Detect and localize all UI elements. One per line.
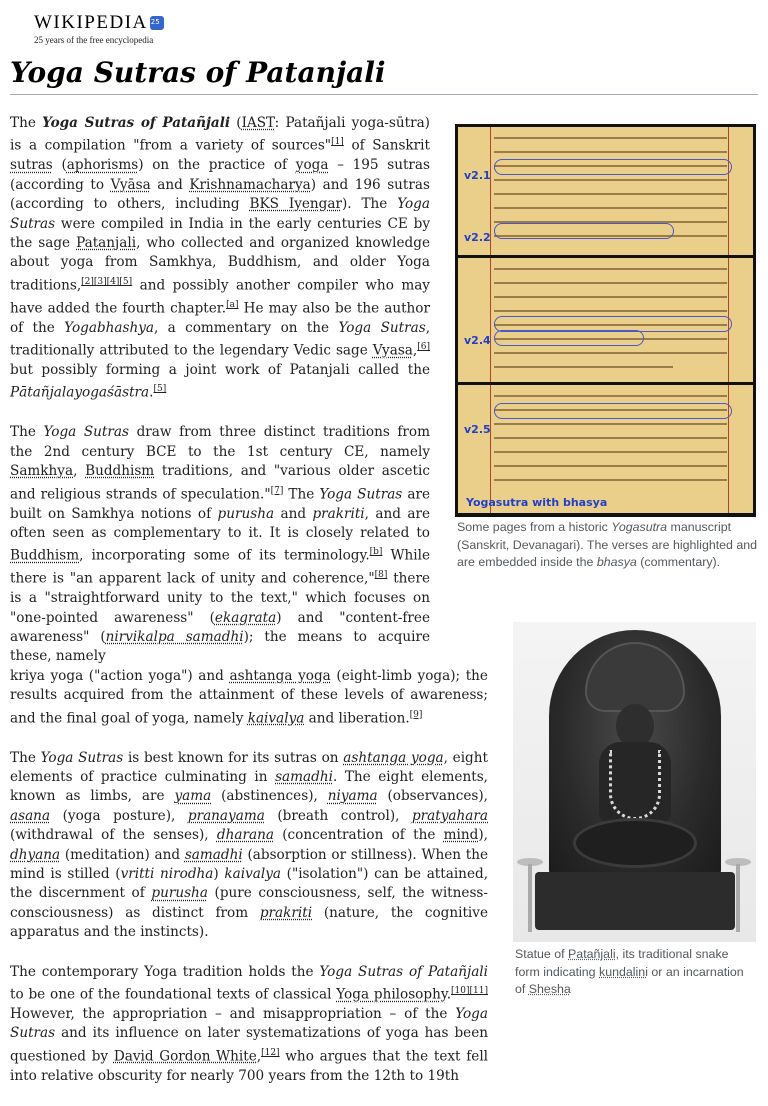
wordmark-text: WIKIPEDIA bbox=[34, 12, 148, 33]
link-ashtanga-yoga[interactable]: ashtanga yoga bbox=[229, 667, 331, 684]
paragraph-4: The contemporary Yoga tradition holds the Yoga Sutras of Patañjali to be one of the foundational texts of classical Yoga philosophy.[10][11] However, the appropriation – and misappropriation – of the Yoga Sutras and its influence on later systematizations of yoga has been questioned by David Gordon White,[12] who argues that the text fell into relative obscurity for nearly 700 years from the 12th to 19th bbox=[10, 963, 489, 1084]
manuscript-page-1 bbox=[458, 127, 753, 255]
link-patanjali[interactable]: Patanjali bbox=[76, 234, 137, 251]
puzzle-globe-icon bbox=[150, 16, 164, 30]
link-bks-iyengar[interactable]: BKS Iyengar bbox=[249, 196, 342, 213]
link-purusha[interactable]: purusha bbox=[151, 885, 208, 902]
link-buddhism-2[interactable]: Buddhism bbox=[10, 547, 80, 564]
citation-12[interactable]: [12] bbox=[261, 1047, 280, 1058]
statue-image[interactable] bbox=[513, 622, 756, 942]
link-vyasa[interactable]: Vyāsa bbox=[110, 176, 151, 193]
link-kundalini[interactable]: kundalini bbox=[599, 964, 648, 979]
article-body bbox=[10, 114, 488, 1106]
link-krishnamacharya[interactable]: Krishnamacharya bbox=[189, 176, 311, 193]
link-nirvikalpa-samadhi[interactable]: nirvikalpa samadhi bbox=[105, 629, 244, 645]
link-shesha[interactable]: Shesha bbox=[528, 982, 571, 996]
paragraph-2-cont: kriya yoga ("action yoga") and ashtanga yoga (eight-limb yoga); the results acquired from the attainment of these levels of awareness; and the final goal of yoga, namely kaivalya and liberation.[9] bbox=[10, 667, 488, 727]
citation-5[interactable]: [5] bbox=[153, 384, 167, 395]
manuscript-page-2 bbox=[458, 258, 753, 382]
paragraph-3: The Yoga Sutras is best known for its sutras on ashtanga yoga, eight elements of practice culminating in samadhi. The eight elements, known as limbs, are yama (abstinences), niyama (observances), asana (yoga posture), pranayama (breath control), pratyahara (withdrawal of the senses), dharana (concentration of the mind), dhyana (meditation) and samadhi (absorption or stillness). When the mind is stilled (vritti nirodha) kaivalya ("isolation") can be attained, the discernment of purusha (pure consciousness, self, the witness-consciousness) as distinct from prakriti (nature, the cognitive apparatus and the instincts). bbox=[10, 749, 489, 941]
page-title: Yoga Sutras of Patanjali bbox=[10, 56, 386, 89]
caption-text: , its traditional snake form indicating bbox=[515, 947, 729, 979]
title-divider bbox=[10, 94, 758, 95]
caption-text: Some pages from a historic bbox=[457, 520, 612, 534]
manuscript-image[interactable] bbox=[455, 124, 756, 517]
link-david-gordon-white[interactable]: David Gordon White bbox=[113, 1048, 257, 1065]
caption-text: manuscript (Sanskrit, Devanagari). The verses are highlighted and are embedded inside the bbox=[457, 520, 758, 569]
wikipedia-logo[interactable] bbox=[34, 12, 164, 34]
link-mind[interactable]: mind bbox=[443, 827, 479, 844]
note-a[interactable]: [a] bbox=[226, 299, 239, 310]
caption-em-yogasutra: Yogasutra bbox=[611, 520, 668, 534]
link-yoga[interactable]: yoga bbox=[295, 157, 329, 174]
note-b[interactable]: [b] bbox=[369, 547, 383, 558]
site-header bbox=[34, 12, 164, 45]
verse-label-v2-1: v2.1 bbox=[464, 169, 491, 182]
link-patanjali-caption[interactable]: Patañjali bbox=[568, 947, 616, 961]
citation-10-11[interactable]: [10][11] bbox=[451, 986, 488, 997]
link-dhyana[interactable]: dhyana bbox=[10, 846, 61, 863]
link-sutras[interactable]: sutras bbox=[10, 157, 53, 174]
verse-label-v2-2: v2.2 bbox=[464, 231, 491, 244]
link-dharana[interactable]: dharana bbox=[216, 827, 274, 844]
link-yama[interactable]: yama bbox=[174, 788, 212, 805]
citation-2-5[interactable]: [2][3][4][5] bbox=[81, 276, 133, 287]
link-kaivalya[interactable]: kaivalya bbox=[247, 710, 305, 727]
paragraph-2: The Yoga Sutras draw from three distinct traditions from the 2nd century BCE to the 1st century CE, namely Samkhya, Buddhism traditions, and "various older ascetic and religious strands of speculation."[7] The Yoga Sutras are built on Samkhya notions of purusha and prakriti, and are often seen as complementary to it. It is closely related to Buddhism, incorporating some of its terminology.[b] While there is "an apparent lack of unity and coherence,"[8] there is a "straightforward unity to the text," which focuses on "one-pointed awareness" (ekagrata) and "content-free awareness" (nirvikalpa samadhi); the means to acquire these, namely bbox=[10, 424, 431, 665]
citation-6[interactable]: [6] bbox=[417, 342, 430, 353]
manuscript-footer-label: Yogasutra with bhasya bbox=[466, 496, 608, 509]
link-buddhism[interactable]: Buddhism bbox=[85, 463, 155, 480]
link-iast[interactable]: IAST bbox=[241, 115, 275, 131]
caption-text: Statue of bbox=[515, 947, 569, 961]
link-samadhi-2[interactable]: samadhi bbox=[184, 846, 243, 863]
manuscript-page-3 bbox=[458, 385, 753, 513]
link-prakriti[interactable]: prakriti bbox=[259, 904, 313, 921]
link-samkhya[interactable]: Samkhya bbox=[10, 463, 74, 480]
citation-7[interactable]: [7] bbox=[270, 485, 284, 496]
link-samadhi[interactable]: samadhi bbox=[275, 768, 333, 785]
manuscript-caption bbox=[457, 519, 759, 572]
citation-1[interactable]: [1] bbox=[331, 137, 344, 148]
citation-8[interactable]: [8] bbox=[374, 570, 388, 581]
link-ekagrata[interactable]: ekagrata bbox=[214, 609, 277, 626]
tagline: 25 years of the free encyclopedia bbox=[34, 35, 154, 45]
link-ashtanga-yoga-2[interactable]: ashtanga yoga bbox=[343, 749, 444, 766]
link-aphorisms[interactable]: aphorisms bbox=[66, 157, 139, 174]
paragraph-1: The Yoga Sutras of Patañjali (IAST: Patañjali yoga-sūtra) is a compilation "from a variety of sources"[1] of Sanskrit sutras (aphorisms) on the practice of yoga – 195 sutras (according to Vyāsa and Krishnamacharya) and 196 sutras (according to others, including BKS Iyengar). The Yoga Sutras were compiled in India in the early centuries CE by the sage Patanjali, who collected and organized knowledge about yoga from Samkhya, Buddhism, and older Yoga traditions,[2][3][4][5] and possibly another compiler who may have added the fourth chapter.[a] He may also be the author of the Yogabhashya, a commentary on the Yoga Sutras, traditionally attributed to the legendary Vedic sage Vyasa,[6] but possibly forming a joint work of Patanjali called the Pātañjalayogaśāstra.[5] bbox=[10, 115, 431, 401]
link-pratyahara[interactable]: pratyahara bbox=[411, 807, 488, 824]
verse-label-v2-5: v2.5 bbox=[464, 423, 491, 436]
verse-label-v2-4: v2.4 bbox=[464, 334, 491, 347]
citation-9[interactable]: [9] bbox=[409, 709, 423, 720]
link-yoga-philosophy[interactable]: Yoga philosophy bbox=[336, 986, 447, 1003]
statue-caption bbox=[515, 946, 755, 999]
caption-em-bhasya: bhasya bbox=[596, 555, 637, 569]
link-pranayama[interactable]: pranayama bbox=[187, 807, 265, 824]
link-vyasa-sage[interactable]: Vyasa bbox=[372, 342, 413, 359]
link-asana[interactable]: asana bbox=[10, 807, 51, 824]
link-niyama[interactable]: niyama bbox=[327, 788, 378, 805]
caption-text: (commentary). bbox=[636, 555, 721, 569]
caption-text: or an incarnation of bbox=[515, 964, 744, 996]
